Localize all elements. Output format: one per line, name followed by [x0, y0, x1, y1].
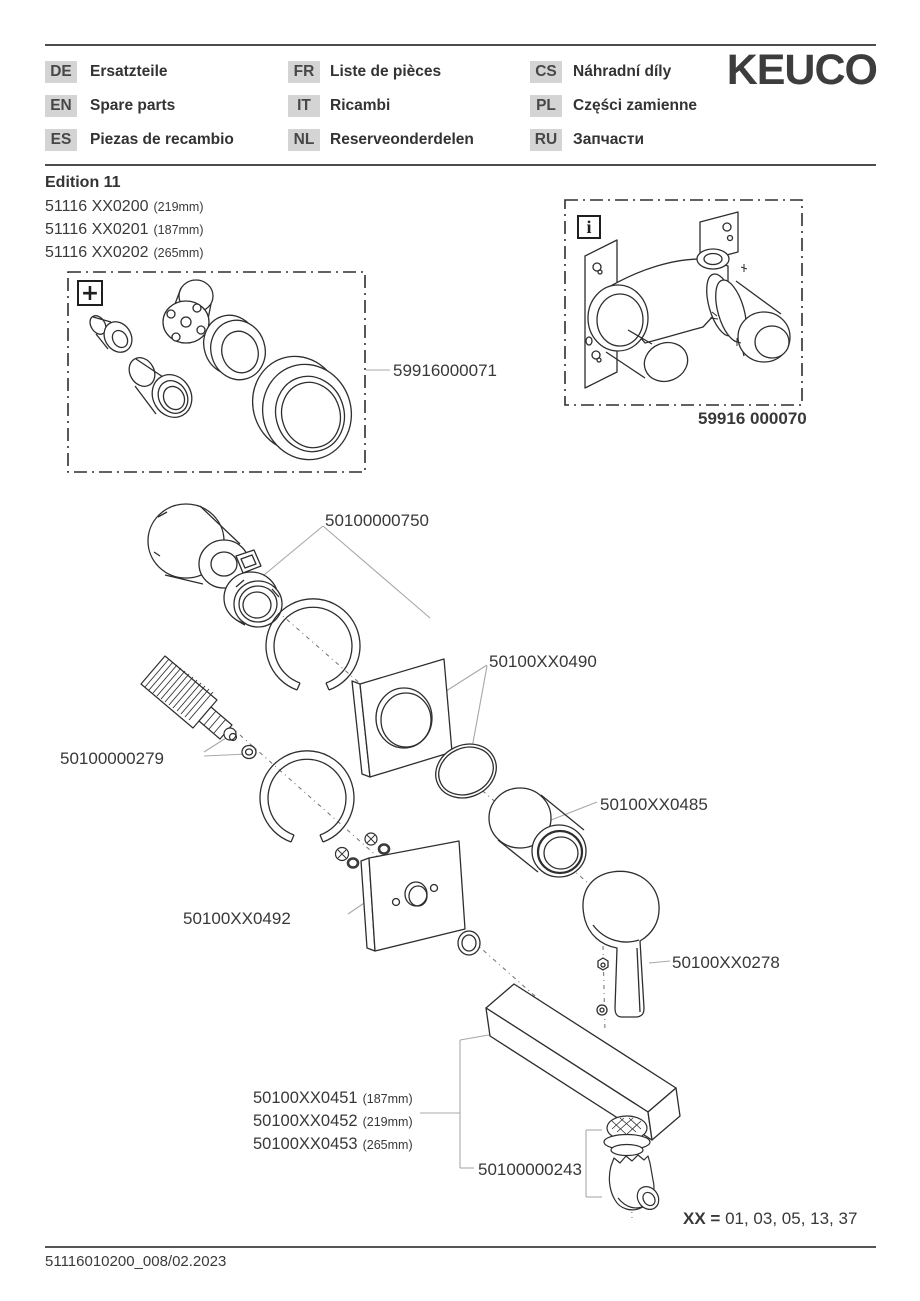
language-badge-nl: NL — [288, 129, 320, 151]
spout-variant-row — [253, 1110, 413, 1133]
part-label-cartridge: 50100000750 — [325, 511, 430, 530]
keuco-logo: KEUCO — [726, 46, 877, 94]
language-badge-fr: FR — [288, 61, 320, 83]
aerator-part — [604, 1116, 650, 1156]
spout-variant-number: 50100XX0452 — [253, 1112, 358, 1130]
product-variant-size: (187mm) — [153, 223, 204, 237]
part-label-handle: 50100XX0278 — [672, 953, 780, 972]
language-label-it: Ricambi — [330, 97, 391, 114]
part-label-escutcheon: 50100XX0490 — [489, 652, 597, 671]
language-label-fr: Liste de pièces — [330, 63, 442, 80]
spout-variant-row — [253, 1087, 413, 1110]
spout-variant-size: (187mm) — [362, 1092, 413, 1106]
header-bottom-rule — [45, 164, 876, 166]
product-variant-number: 51116 XX0201 — [45, 221, 149, 238]
language-badge-es: ES — [45, 129, 77, 151]
handle-sleeve-part — [489, 788, 586, 877]
spout-variant-number: 50100XX0453 — [253, 1135, 358, 1153]
spout-variant-row — [253, 1133, 413, 1156]
language-label-pl: Części zamienne — [573, 97, 698, 114]
spout-variant-labels — [253, 1087, 413, 1156]
finish-codes-line — [683, 1209, 857, 1229]
language-label-es: Piezas de recambio — [90, 131, 234, 148]
spout-escutcheon-part — [361, 841, 465, 951]
extension-oring-part — [242, 746, 256, 759]
language-badge-it: IT — [288, 95, 320, 117]
snap-ring-upper-part — [266, 599, 360, 690]
language-label-nl: Reserveonderdelen — [330, 131, 474, 148]
language-label-ru: Запчасти — [573, 131, 645, 148]
part-label-valve-body: 59916 000070 — [698, 409, 807, 428]
product-variant-row — [45, 244, 204, 262]
valve-body-drawing — [585, 212, 790, 388]
series-title: Edition 11 — [45, 174, 121, 191]
language-label-cs: Náhradní díly — [573, 63, 672, 80]
threaded-extension-part — [141, 656, 237, 741]
cartridge-nut-part — [224, 572, 282, 627]
part-label-accessory-kit: 59916000071 — [393, 361, 498, 380]
info-icon: i — [577, 215, 601, 239]
kit-cylinder-part — [124, 353, 199, 425]
product-variant-number: 51116 XX0200 — [45, 198, 149, 215]
product-variant-row — [45, 198, 204, 216]
language-badge-en: EN — [45, 95, 77, 117]
spout-variant-size: (265mm) — [362, 1138, 413, 1152]
snap-ring-lower-part — [260, 751, 354, 842]
product-variant-size: (219mm) — [153, 200, 204, 214]
part-label-aerator-set: 50100000243 — [478, 1160, 583, 1179]
finish-codes-prefix: XX = — [683, 1209, 721, 1228]
kit-nozzle-part — [87, 313, 138, 358]
spout-variant-size: (219mm) — [362, 1115, 413, 1129]
language-badge-pl: PL — [530, 95, 562, 117]
product-variant-size: (265mm) — [153, 246, 204, 260]
elbow-outlet-part — [609, 1155, 663, 1214]
product-variant-row — [45, 221, 204, 239]
plus-icon: + — [77, 280, 103, 306]
wall-escutcheon-part — [352, 659, 452, 777]
part-label-sleeve: 50100XX0485 — [600, 795, 708, 814]
language-badge-ru: RU — [530, 129, 562, 151]
finish-codes-values: 01, 03, 05, 13, 37 — [725, 1209, 858, 1228]
lever-handle-part — [583, 871, 659, 1017]
spout-bar-part — [486, 984, 680, 1140]
language-label-en: Spare parts — [90, 97, 176, 114]
language-label-de: Ersatzteile — [90, 63, 168, 80]
part-label-extension: 50100000279 — [60, 749, 165, 768]
document-id: 51116010200_008/02.2023 — [45, 1253, 227, 1270]
spout-oring-part — [458, 931, 480, 955]
part-label-spout-escutcheon: 50100XX0492 — [183, 909, 291, 928]
spout-variant-number: 50100XX0451 — [253, 1089, 358, 1107]
language-badge-de: DE — [45, 61, 77, 83]
footer-rule — [45, 1246, 876, 1248]
language-badge-cs: CS — [530, 61, 562, 83]
product-variant-number: 51116 XX0202 — [45, 244, 149, 261]
